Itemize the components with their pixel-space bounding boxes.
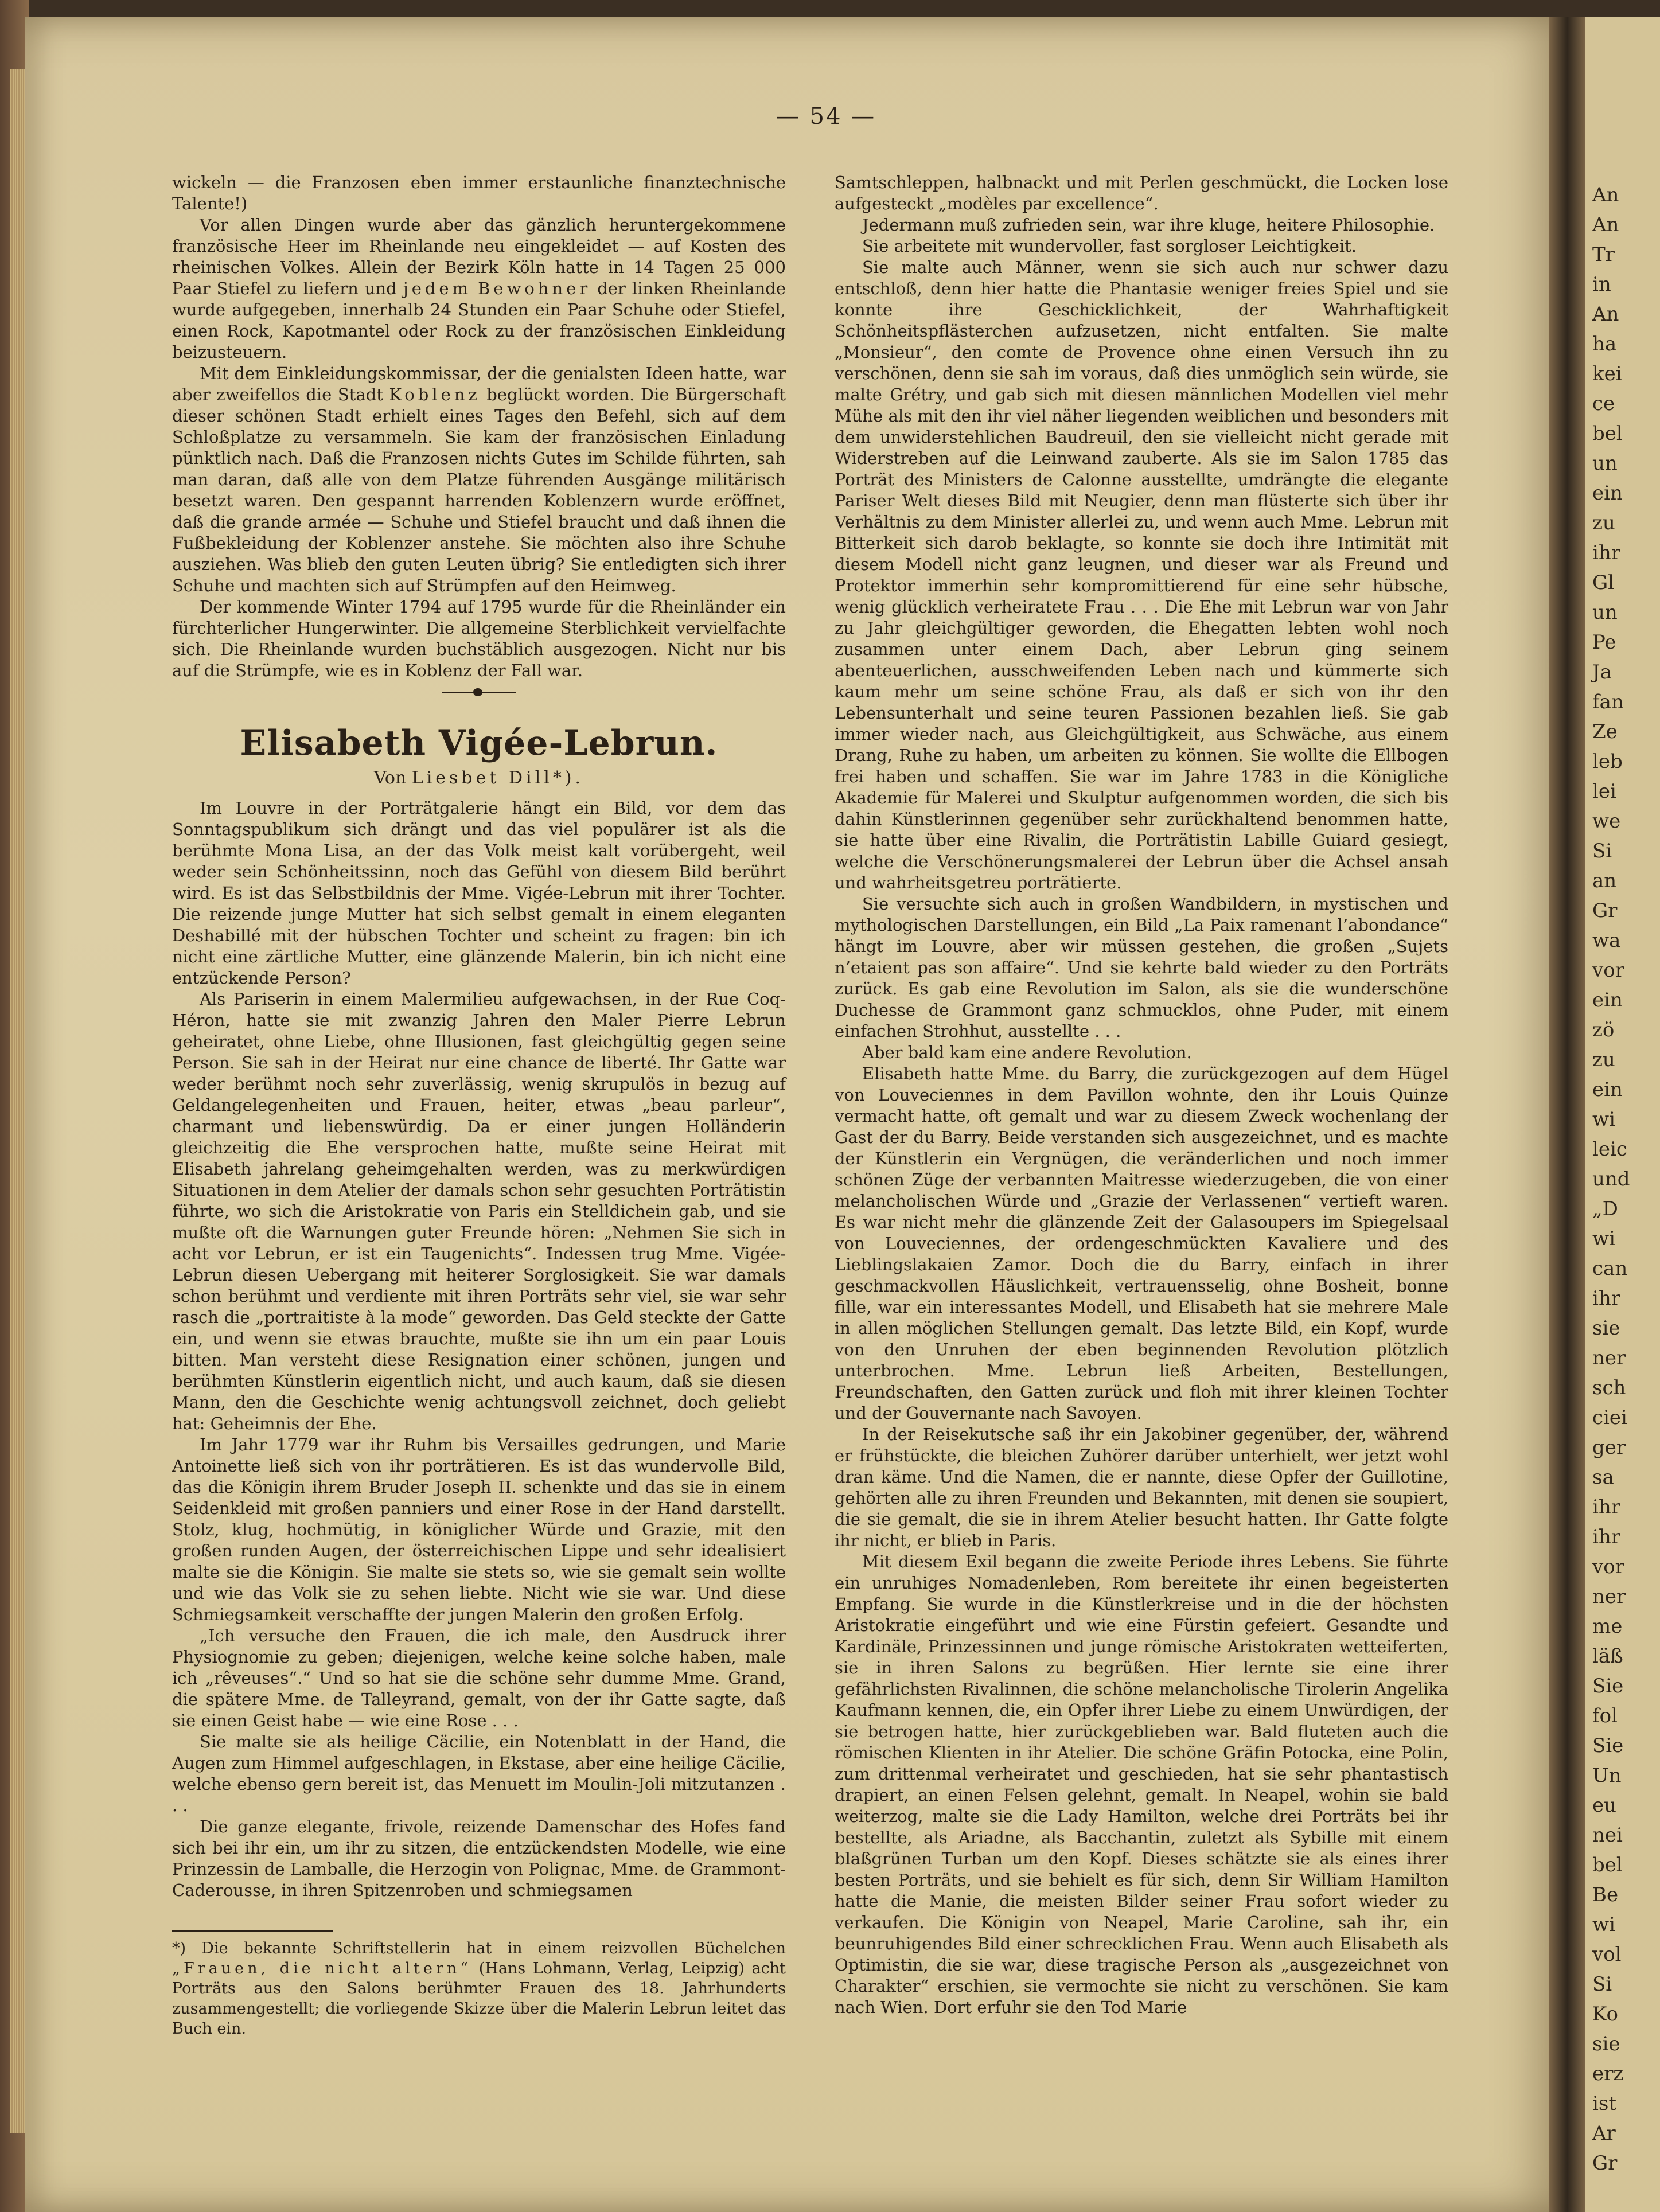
adjacent-page-fragment: leic bbox=[1592, 1138, 1627, 1161]
adjacent-page-fragment: un bbox=[1592, 601, 1618, 624]
byline-prefix: Von bbox=[373, 768, 407, 788]
adjacent-page-fragment: in bbox=[1592, 273, 1611, 296]
paragraph: Als Pariserin in einem Malermilieu aufgewachsen, in der Rue Coq-Héron, hatte sie mit zwanzig Jahren den Maler Pierre Lebrun geheiratet, ohne Liebe, ohne Illusionen, fast gleichgültig gegen seine Person. Sie sah in der Heirat nur eine chance de liberté. Ihr Gatte war weder berühmt noch sehr zuverlässig, wenig skrupulös in bezug auf Geldangelegenheiten und Frauen, heiter, etwas „beau parleur“, charmant und liebenswürdig. Da er einer jungen Holländerin gleichzeitig die Ehe versprochen hatte, mußte seine Heirat mit Elisabeth jahrelang geheimgehalten werden, was zu merkwürdigen Situationen in dem Atelier der damals schon sehr gesuchten Porträtistin führte, wo sich die Aristokratie von Paris ein Stelldichein gab, und sie mußte oft die Warnungen guter Freunde hören: „Nehmen Sie sich in acht vor Lebrun, er ist ein Taugenichts“. Indessen trug Mme. Vigée-Lebrun diesen Uebergang mit heiterer Sorglosigkeit. Sie war damals schon berühmt und verdiente mit ihren Porträts sehr viel, sie war sehr rasch die „portraitiste à la mode“ geworden. Das Geld steckte der Gatte ein, und wenn sie etwas brauchte, mußte sie ihn um ein paar Louis bitten. Man versteht diese Resignation einer schönen, jungen und berühmten Künstlerin eigentlich nicht, und auch kaum, daß sie diesen Mann, den die Geschichte wenig achtungsvoll zeichnet, doch geliebt hat: Geheimnis der Ehe. bbox=[172, 989, 786, 1433]
paragraph: Elisabeth hatte Mme. du Barry, die zurückgezogen auf dem Hügel von Louveciennes in dem Pavillon wohnte, den ihr Louis Quinze vermacht hatte, oft gemalt und war zu diesem Zweck wochenlang der Gast der du Barry. Beide verstanden sich ausgezeichnet, und es machte der Künstlerin ein Vergnügen, die veränderlichen und noch immer schönen Züge der verbannten Maitresse wiederzugeben, die von einer melancholischen Würde und „Grazie der Verlassenen“ vertieft waren. Es war nicht mehr die glänzende Zeit der Galasoupers im Spiegelsaal von Louveciennes, der ordengeschmückten Kavaliere und des Lieblingslakaien Zamor. Doch die du Barry, einfach in ihrer geschmackvollen Häuslichkeit, vertrauensselig, ohne Bosheit, bonne fille, war ein interessantes Modell, und Elisabeth hat sie mehrere Male in allen möglichen Stellungen gemalt. Das letzte Bild, ein Kopf, wurde von den Unruhen der eben beginnenden Revolution plötzlich unterbrochen. Mme. Lebrun ließ Arbeiten, Bestellungen, Freundschaften, den Gatten zurück und floh mit ihrer kleinen Tochter und der Gouvernante nach Savoyen. bbox=[835, 1064, 1448, 1423]
adjacent-page-fragment: läß bbox=[1592, 1645, 1623, 1668]
adjacent-page-fragment: Tr bbox=[1592, 243, 1615, 266]
footnote-rule bbox=[172, 1930, 333, 1932]
byline bbox=[172, 767, 786, 790]
paragraph: Der kommende Winter 1794 auf 1795 wurde für die Rheinländer ein fürchterlicher Hungerwinter. Die allgemeine Sterblichkeit vervielfachte sich. Die Rheinlande wurden buchstäblich ausgezogen. Nicht nur bis auf die Strümpfe, wie es in Koblenz der Fall war. bbox=[172, 597, 786, 680]
adjacent-page-fragment: ihr bbox=[1592, 1526, 1621, 1548]
right-column bbox=[835, 172, 1448, 2018]
adjacent-page-fragment: kei bbox=[1592, 362, 1622, 385]
section-divider bbox=[442, 692, 516, 693]
footnote-book-title: „Frauen, die nicht altern“ bbox=[172, 1960, 472, 1977]
footnote-text: *) Die bekannte Schriftstellerin hat in einem reizvollen Büchelchen bbox=[172, 1940, 786, 1957]
adjacent-page-fragment: leb bbox=[1592, 750, 1623, 773]
adjacent-page-fragment: vor bbox=[1592, 1555, 1624, 1578]
adjacent-page-fragment: lei bbox=[1592, 780, 1616, 803]
adjacent-page-fragment: Sie bbox=[1592, 1734, 1624, 1757]
adjacent-page-fragment: Sie bbox=[1592, 1675, 1624, 1698]
paragraph bbox=[172, 363, 786, 596]
adjacent-page-fragment: we bbox=[1592, 810, 1621, 833]
adjacent-page-fragment: fol bbox=[1592, 1704, 1618, 1727]
adjacent-page-fragment: wi bbox=[1592, 1108, 1615, 1131]
adjacent-page-fragment: wa bbox=[1592, 929, 1621, 952]
adjacent-page-fragment: erz bbox=[1592, 2062, 1624, 2085]
adjacent-page-fragment: can bbox=[1592, 1257, 1628, 1280]
adjacent-page-fragment: nei bbox=[1592, 1824, 1623, 1847]
adjacent-page-fragment: Be bbox=[1592, 1883, 1619, 1906]
adjacent-page-fragment: sa bbox=[1592, 1466, 1614, 1489]
adjacent-page-fragment: sie bbox=[1592, 2032, 1620, 2055]
adjacent-page-fragment: Ja bbox=[1592, 661, 1612, 684]
adjacent-page-fragment: vor bbox=[1592, 959, 1624, 982]
footnote-text: (Hans Lohmann, Verlag, Leipzig) acht Porträts aus den Salons berühmter Frauen des 18. Jahrhunderts zusammengestellt; die vorliegende Skizze über die Malerin Lebrun leitet das Buch ein. bbox=[172, 1960, 786, 2038]
adjacent-page-fragment: sie bbox=[1592, 1317, 1620, 1340]
page-edges bbox=[10, 69, 25, 2133]
emphasis: jedem bbox=[403, 279, 472, 298]
paragraph bbox=[172, 214, 786, 363]
adjacent-page-fragment: An bbox=[1592, 303, 1619, 326]
adjacent-page-fragment: ist bbox=[1592, 2092, 1616, 2115]
page-number: — 54 — bbox=[776, 103, 876, 130]
paragraph: Aber bald kam eine andere Revolution. bbox=[862, 1043, 1192, 1062]
adjacent-page-fragment: zu bbox=[1592, 512, 1615, 535]
paragraph: Sie arbeitete mit wundervoller, fast sorgloser Leichtigkeit. bbox=[862, 236, 1357, 256]
left-column bbox=[172, 172, 786, 2039]
adjacent-page-edge bbox=[1585, 17, 1660, 2212]
adjacent-page-fragment: ger bbox=[1592, 1436, 1626, 1459]
book-gutter bbox=[1549, 17, 1585, 2212]
adjacent-page-fragment: an bbox=[1592, 869, 1617, 892]
paragraph: „Ich versuche den Frauen, die ich male, den Ausdruck ihrer Physiognomie zu geben; diejenigen, welche keine solche haben, male ich „rêveuses“.“ Und so hat sie die schöne sehr dumme Mme. Grand, die spätere Mme. de Talleyrand, gemalt, von der ihr Gatte sagte, daß sie einen Geist habe — wie eine Rose . . . bbox=[172, 1626, 786, 1730]
paragraph-text: Mit dem Einkleidungskommissar, der die genialsten Ideen hatte, war aber zweifellos die Stadt bbox=[172, 364, 786, 404]
adjacent-page-fragment: zö bbox=[1592, 1019, 1615, 1041]
adjacent-page-fragment: ce bbox=[1592, 392, 1615, 415]
adjacent-page-fragment: vol bbox=[1592, 1943, 1622, 1966]
adjacent-page-fragment: An bbox=[1592, 213, 1619, 236]
footnote bbox=[172, 1938, 786, 2039]
adjacent-page-fragment: bel bbox=[1592, 1854, 1623, 1877]
adjacent-page-fragment: fan bbox=[1592, 690, 1624, 713]
paragraph: Mit diesem Exil begann die zweite Periode ihres Lebens. Sie führte ein unruhiges Nomadenleben, Rom bereitete ihr einen begeisterten Empfang. Sie wurde in die Künstlerkreise und in die der höchsten Aristokratie eingeführt und wie eine Fürstin gefeiert. Gesandte und Kardinäle, Prinzessinnen und junge römische Aristokraten wetteiferten, sie in ihren Salons zu begrüßen. Hier lernte sie eine ihrer gefährlichsten Rivalinnen, die schöne melancholische Tirolerin Angelika Kaufmann kennen, die, ein Opfer ihrer Liebe zu einem Unwürdigen, der sie betrogen hatte, hier zurückgeblieben war. Bald fluteten auch die römischen Klienten in ihr Atelier. Die schöne Gräfin Potocka, eine Polin, zum drittenmal verheiratet und geschieden, hat sie sehr phantastisch drapiert, an einen Felsen gelehnt, gemalt. In Neapel, wohin sie bald weiterzog, malte sie die Lady Hamilton, welche drei Porträts bei ihr bestellte, als Ariadne, als Bacchantin, zuletzt als Sybille mit einem blaßgrünen Turban um den Kopf. Dieses schätzte sie als eines ihrer besten Porträts, und sie behielt es für sich, denn Sir William Hamilton hatte die Manie, die meisten Bilder seiner Frau sofort wieder zu verkaufen. Die Königin von Neapel, Marie Caroline, sah ihr, ein beunruhigendes Bild einer schrecklichen Frau. Wenn auch Elisabeth als Optimistin, die sie war, diese tragische Person als „ausgezeichnet von Charakter“ erschien, sie vermochte sie nicht zu verschönen. Sie kam nach Wien. Dort erfuhr sie den Tod Marie bbox=[835, 1552, 1448, 2017]
adjacent-page-fragment: ein bbox=[1592, 989, 1623, 1012]
adjacent-page-fragment: un bbox=[1592, 452, 1618, 475]
adjacent-page-fragment: Si bbox=[1592, 1973, 1612, 1996]
adjacent-page-fragment: ein bbox=[1592, 482, 1623, 505]
paragraph: Jedermann muß zufrieden sein, war ihre kluge, heitere Philosophie. bbox=[862, 215, 1435, 235]
adjacent-page-fragment: wi bbox=[1592, 1227, 1615, 1250]
adjacent-page-fragment: ihr bbox=[1592, 1287, 1621, 1310]
adjacent-page-fragment: Gl bbox=[1592, 571, 1615, 594]
paragraph: Sie malte sie als heilige Cäcilie, ein Notenblatt in der Hand, die Augen zum Himmel aufgeschlagen, in Ekstase, aber eine heilige Cäcilie, welche ebenso gern bereit ist, das Menuett im Moulin-Joli mitzutanzen . . . bbox=[172, 1732, 786, 1815]
byline-author: Liesbet Dill*). bbox=[411, 768, 584, 788]
adjacent-page-fragment: Ze bbox=[1592, 720, 1618, 743]
paragraph: Die ganze elegante, frivole, reizende Damenschar des Hofes fand sich bei ihr ein, um ihr zu sitzen, die entzückendsten Modelle, wie eine Prinzessin de Lamballe, die Herzogin von Polignac, Mme. de Grammont-Caderousse, in ihren Spitzenroben und schmiegsamen bbox=[172, 1817, 786, 1900]
adjacent-page-fragment: An bbox=[1592, 184, 1619, 206]
paragraph: Im Jahr 1779 war ihr Ruhm bis Versailles gedrungen, und Marie Antoinette ließ sich von ihr porträtieren. Es ist das wundervolle Bild, das die Königin ihrem Bruder Joseph II. schenkte und das sie in einem Seidenkleid mit großen panniers und einer Rose in der Hand darstellt. Stolz, klug, hochmütig, in königlicher Würde und Grazie, mit den großen runden Augen, der österreichischen Lippe und sehr idealisiert malte sie die Königin. Sie malte sie stets so, wie sie gemalt sein wollte und wie das Volk sie zu sehen liebte. Nicht wie sie war. Und diese Schmiegsamkeit verschaffte der jungen Malerin den großen Erfolg. bbox=[172, 1435, 786, 1624]
adjacent-page-fragment: me bbox=[1592, 1615, 1623, 1638]
adjacent-page-fragment: ner bbox=[1592, 1347, 1626, 1370]
emphasis: Koblenz bbox=[389, 385, 481, 404]
adjacent-page-fragment: ein bbox=[1592, 1078, 1623, 1101]
adjacent-page-fragment: Si bbox=[1592, 840, 1612, 863]
adjacent-page-fragment: Ar bbox=[1592, 2122, 1616, 2145]
paragraph: Sie malte auch Männer, wenn sie sich auch nur schwer dazu entschloß, denn hier hatte die Phantasie weniger freies Spiel und sie konnte ihre Geschicklichkeit, der Wahrhaftigkeit Schönheitspflästerchen aufzusetzen, nicht entfalten. Sie malte „Monsieur“, den comte de Provence ohne einen Versuch ihn zu verschönen, denn sie sah im voraus, daß dies unmöglich sein würde, sie malte Grétry, und gab sich mit diesen männlichen Modellen viel mehr Mühe als mit den ihr viel näher liegenden weiblichen und besonders mit dem unwiderstehlichen Baudreuil, den sie vielleicht nicht gerade mit Widerstreben auf die Leinwand zauberte. Als sie im Salon 1785 das Porträt des Ministers de Calonne ausstellte, umdrängte die elegante Pariser Welt dieses Bild mit Neugier, denn man flüsterte sich über ihr Verhältnis zu dem Minister allerlei zu, und wenn auch Mme. Lebrun mit Bitterkeit sich darob beklagte, so konnte sie doch ihre Intimität mit diesem Modell nicht ganz leugnen, und dieser war als Freund und Protektor immerhin sehr kompromittierend für eine sehr hübsche, wenig glücklich verheiratete Frau . . . Die Ehe mit Lebrun war von Jahr zu Jahr gleichgültiger geworden, die Ehegatten lebten wohl noch zusammen unter einem Dach, aber Lebrun ging seinem abenteuerlichen, ausschweifenden Leben nach und kümmerte sich kaum mehr um seine schöne Frau, als daß er sich von ihr den Lebensunterhalt und seine teuren Passionen bezahlen ließ. Sie gab immer wieder nach, aus Gleichgültigkeit, aus Schwäche, aus einem Drang, Ruhe zu haben, um arbeiten zu können. Sie wollte die Ellbogen frei haben und schaffen. Sie war im Jahre 1783 in die Königliche Akademie für Malerei und Skulptur aufgenommen worden, die sich bis dahin Künstlerinnen gegenüber sehr zurückhaltend benommen hatte, sie hatte über eine Rivalin, die Porträtistin Labille Guiard gesiegt, welche die Verschönerungsmalerei der Lebrun über die Achsel ansah und wahrheitsgetreu porträtierte. bbox=[835, 258, 1448, 892]
adjacent-page-fragment: Ko bbox=[1592, 2003, 1618, 2026]
paragraph: Sie versuchte sich auch in großen Wandbildern, in mystischen und mythologischen Darstellungen, ein Bild „La Paix ramenant l’abondance“ hängt im Louvre, aber wir müssen gestehen, die großen „Sujets n’etaient pas son affaire“. Und sie kehrte bald wieder zu den Porträts zurück. Es gab eine Revolution im Salon, als sie die wunderschöne Duchesse de Grammont ganz schmucklos, ohne Puder, mit einem einfachen Strohhut, ausstellte . . . bbox=[835, 894, 1448, 1041]
paragraph-text: Vor allen Dingen wurde aber das gänzlich heruntergekommene französische Heer im Rheinlande neu eingekleidet — auf Kosten des rheinischen Volkes. Allein der Bezirk Köln hatte in 14 Tagen 25 000 Paar Stiefel zu liefern und bbox=[172, 215, 786, 298]
adjacent-page-fragment: und bbox=[1592, 1168, 1630, 1191]
article-title: Elisabeth Vigée-Lebrun. bbox=[240, 723, 718, 763]
adjacent-page-fragment: Gr bbox=[1592, 2152, 1618, 2175]
adjacent-page-fragment: bel bbox=[1592, 422, 1623, 445]
paragraph-text: beglückt worden. Die Bürgerschaft dieser schönen Stadt erhielt eines Tages den Befehl, sich auf dem Schloßplatze zu versammeln. Sie kam der französischen Einladung pünktlich nach. Daß die Franzosen nichts Gutes im Schilde führten, sah man daran, daß alle von dem Platze führenden Ausgänge militärisch besetzt waren. Den gespannt harrenden Koblenzern wurde eröffnet, daß die grande armée — Schuhe und Stiefel braucht und daß ihnen die Fußbekleidung der Koblenzer anstehe. Sie möchten also ihre Schuhe ausziehen. Was blieb den guten Leuten übrig? Sie entledigten sich ihrer Schuhe und machten sich auf Strümpfen auf den Heimweg. bbox=[172, 385, 786, 595]
adjacent-page-fragment: eu bbox=[1592, 1794, 1617, 1817]
adjacent-page-fragment: „D bbox=[1592, 1197, 1618, 1220]
adjacent-page-fragment: ihr bbox=[1592, 1496, 1621, 1519]
paragraph-text: der linken Rheinlande wurde aufgegeben, innerhalb 24 Stunden ein Paar Schuhe oder Stiefel, einen Rock, Kapotmantel oder Rock zu der französischen Einkleidung beizusteuern. bbox=[172, 279, 786, 362]
adjacent-page-fragment: zu bbox=[1592, 1048, 1615, 1071]
paragraph: Samtschleppen, halbnackt und mit Perlen geschmückt, die Locken lose aufgesteckt „modèles par excellence“. bbox=[835, 173, 1448, 213]
adjacent-page-fragment: ha bbox=[1592, 333, 1617, 356]
adjacent-page-fragment: ihr bbox=[1592, 541, 1621, 564]
emphasis: Bewohner bbox=[478, 279, 591, 298]
adjacent-page-fragment: Un bbox=[1592, 1764, 1622, 1787]
paragraph: In der Reisekutsche saß ihr ein Jakobiner gegenüber, der, während er frühstückte, die bleichen Zuhörer darüber unterhielt, wer jetzt wohl dran käme. Und die Namen, die er nannte, diese Opfer der Guillotine, gehörten alle zu ihren Freunden und Bekannten, mit denen sie soupiert, die sie gemalt, die sie in ihrem Atelier besucht hatten. Ihr Gatte folgte ihr nicht, er blieb in Paris. bbox=[835, 1425, 1448, 1550]
adjacent-page-fragment: Gr bbox=[1592, 899, 1618, 922]
adjacent-page-fragment: wi bbox=[1592, 1913, 1615, 1936]
paragraph: Im Louvre in der Porträtgalerie hängt ein Bild, vor dem das Sonntagspublikum sich drängt und das viel populärer ist als die berühmte Mona Lisa, an der das Volk meist kalt vorübergeht, weil weder sein Schönheitssinn, noch das Gefühl von diesem Bild berührt wird. Es ist das Selbstbildnis der Mme. Vigée-Lebrun mit ihrer Tochter. Die reizende junge Mutter hat sich selbst gemalt in einem eleganten Deshabillé mit der hübschen Tochter und scheint zu fragen: bin ich nicht eine zärtliche Mutter, eine glänzende Malerin, bin ich nicht eine entzückende Person? bbox=[172, 798, 786, 988]
adjacent-page-fragment: ciei bbox=[1592, 1406, 1627, 1429]
paragraph: wickeln — die Franzosen eben immer erstaunliche finanztechnische Talente!) bbox=[172, 173, 786, 213]
adjacent-page-fragment: ner bbox=[1592, 1585, 1626, 1608]
adjacent-page-fragment: Pe bbox=[1592, 631, 1616, 654]
adjacent-page-fragment: sch bbox=[1592, 1376, 1626, 1399]
